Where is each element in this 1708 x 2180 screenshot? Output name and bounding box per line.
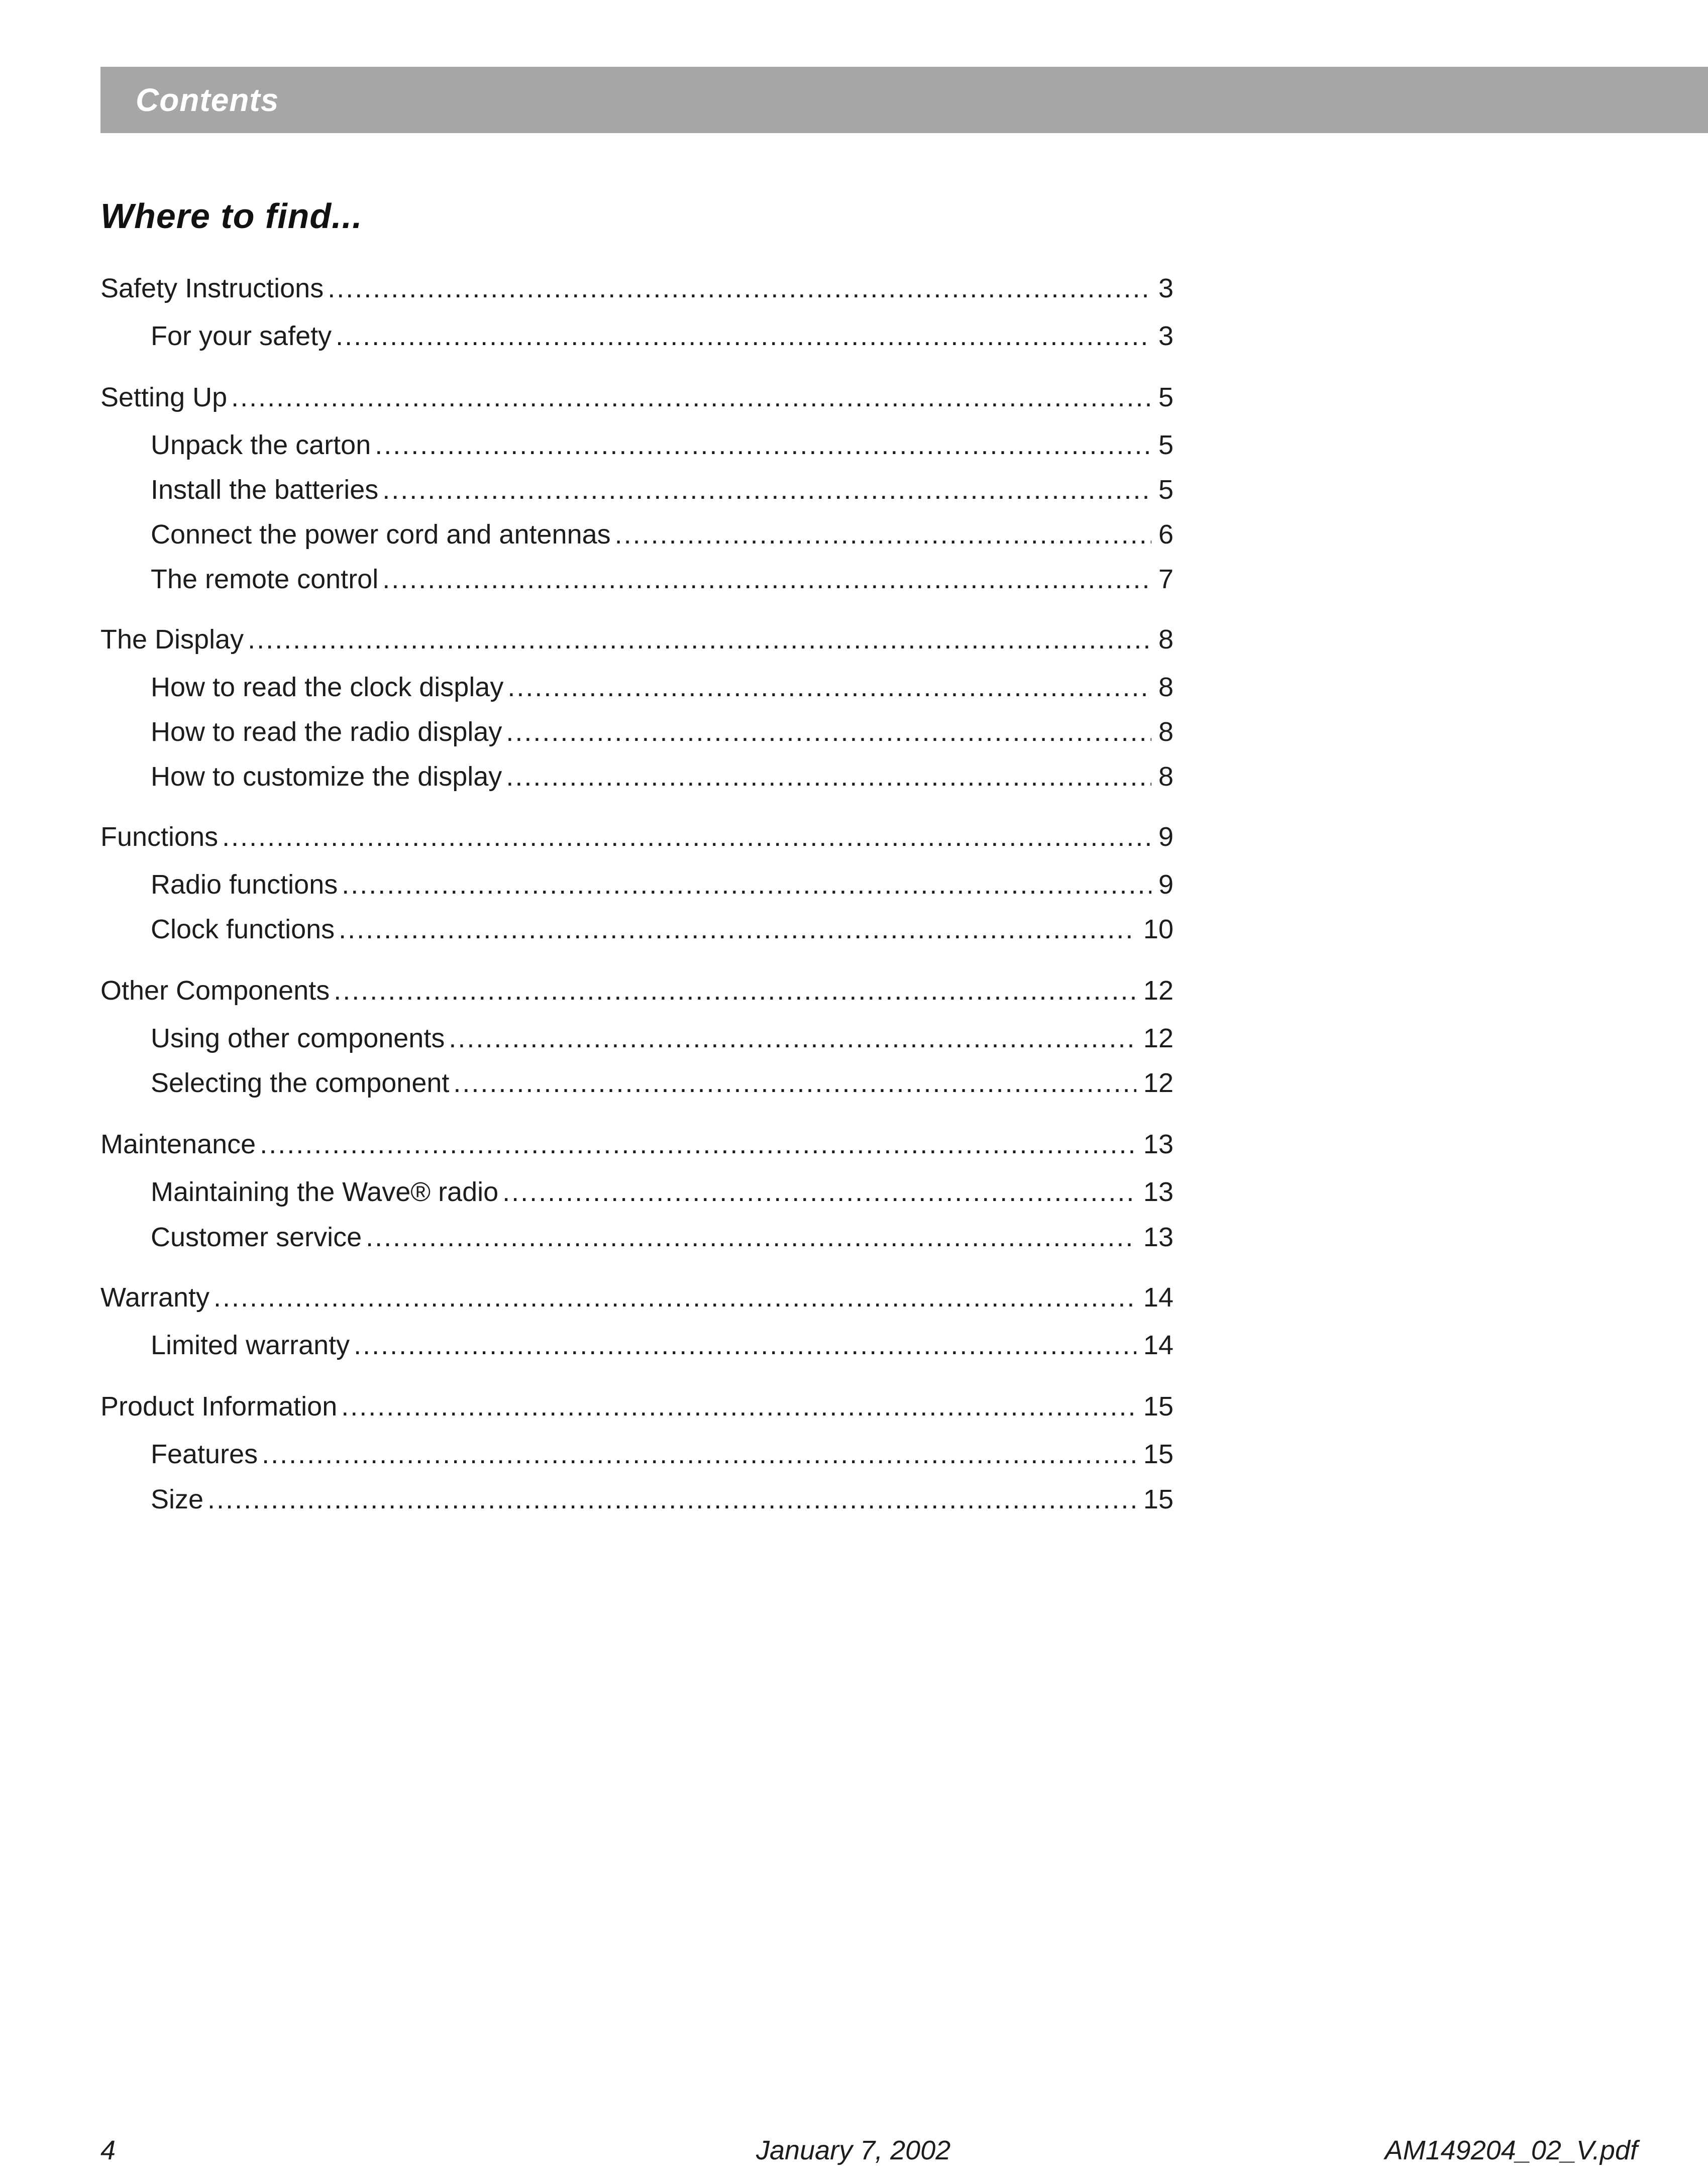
toc-dot-leader xyxy=(262,1437,1136,1472)
toc-entry-clock-display[interactable] xyxy=(151,670,1173,705)
toc-entry-size[interactable] xyxy=(151,1482,1173,1517)
footer-date: January 7, 2002 xyxy=(756,2135,951,2165)
toc-entry-title: Limited warranty xyxy=(151,1330,350,1360)
toc-dot-leader xyxy=(248,622,1151,657)
footer-page-number: 4 xyxy=(100,2135,116,2165)
toc-entry-title: Connect the power cord and antennas xyxy=(151,519,611,550)
toc-dot-leader xyxy=(354,1328,1136,1363)
toc-entry-title: How to read the radio display xyxy=(151,717,502,747)
toc-dot-leader xyxy=(336,318,1151,354)
toc-page-number: 14 xyxy=(1143,1330,1173,1360)
toc-page-number: 12 xyxy=(1143,1068,1173,1098)
toc-entry-for-your-safety[interactable] xyxy=(151,318,1173,354)
toc-entry-setting-up[interactable] xyxy=(100,380,1173,415)
toc-entry-title: The Display xyxy=(100,624,244,655)
toc-entry-title: Functions xyxy=(100,822,219,852)
toc-page-number: 3 xyxy=(1158,321,1173,351)
toc-page-number: 8 xyxy=(1158,717,1173,747)
toc-dot-leader xyxy=(342,867,1151,902)
toc-page-number: 8 xyxy=(1158,761,1173,792)
toc-entry-title: Warranty xyxy=(100,1282,210,1313)
toc-entry-the-display[interactable] xyxy=(100,622,1173,657)
toc-entry-title: Features xyxy=(151,1439,258,1469)
toc-entry-title: Maintaining the Wave® radio xyxy=(151,1177,499,1207)
toc-dot-leader xyxy=(339,912,1136,947)
toc-page-number: 15 xyxy=(1143,1439,1173,1469)
toc-entry-title: The remote control xyxy=(151,564,379,594)
toc-entry-selecting-component[interactable] xyxy=(151,1065,1173,1101)
table-of-contents xyxy=(100,0,1173,1557)
toc-page-number: 3 xyxy=(1158,273,1173,303)
toc-page-number: 13 xyxy=(1143,1129,1173,1159)
toc-entry-title: Safety Instructions xyxy=(100,273,324,303)
section-heading: Where to find... xyxy=(100,196,363,236)
toc-entry-title: Install the batteries xyxy=(151,475,379,505)
toc-dot-leader xyxy=(506,714,1151,749)
toc-entry-title: Customer service xyxy=(151,1222,362,1252)
toc-entry-features[interactable] xyxy=(151,1437,1173,1472)
toc-entry-title: How to read the clock display xyxy=(151,672,504,702)
toc-entry-title: Selecting the component xyxy=(151,1068,450,1098)
toc-entry-maintaining-wave-radio[interactable] xyxy=(151,1174,1173,1210)
page-title: Contents xyxy=(136,82,279,118)
toc-entry-title: Using other components xyxy=(151,1023,445,1053)
toc-entry-radio-display[interactable] xyxy=(151,714,1173,749)
toc-page-number: 5 xyxy=(1158,430,1173,460)
toc-dot-leader xyxy=(615,517,1151,552)
toc-dot-leader xyxy=(207,1482,1136,1517)
toc-dot-leader xyxy=(375,427,1151,463)
toc-dot-leader xyxy=(328,271,1151,306)
toc-entry-title: How to customize the display xyxy=(151,761,502,792)
toc-dot-leader xyxy=(222,819,1151,854)
toc-entry-customer-service[interactable] xyxy=(151,1220,1173,1255)
toc-entry-other-components[interactable] xyxy=(100,973,1173,1008)
toc-page-number: 15 xyxy=(1143,1484,1173,1514)
toc-page-number: 13 xyxy=(1143,1222,1173,1252)
toc-dot-leader xyxy=(231,380,1151,415)
toc-entry-install-the-batteries[interactable] xyxy=(151,472,1173,507)
toc-page-number: 7 xyxy=(1158,564,1173,594)
toc-entry-title: Product Information xyxy=(100,1391,338,1422)
toc-entry-title: Size xyxy=(151,1484,204,1514)
toc-entry-connect-power-cord[interactable] xyxy=(151,517,1173,552)
toc-page-number: 8 xyxy=(1158,672,1173,702)
toc-dot-leader xyxy=(507,670,1151,705)
toc-page-number: 5 xyxy=(1158,475,1173,505)
toc-entry-using-other-components[interactable] xyxy=(151,1021,1173,1056)
toc-entry-title: For your safety xyxy=(151,321,332,351)
toc-entry-product-information[interactable] xyxy=(100,1389,1173,1424)
toc-dot-leader xyxy=(341,1389,1136,1424)
toc-entry-title: Radio functions xyxy=(151,869,338,900)
toc-dot-leader xyxy=(214,1280,1136,1315)
toc-page-number: 13 xyxy=(1143,1177,1173,1207)
toc-page-number: 15 xyxy=(1143,1391,1173,1422)
toc-page-number: 5 xyxy=(1158,382,1173,412)
toc-page-number: 10 xyxy=(1143,914,1173,944)
toc-dot-leader xyxy=(502,1174,1136,1210)
toc-page-number: 8 xyxy=(1158,624,1173,655)
toc-dot-leader xyxy=(382,472,1151,507)
toc-page-number: 6 xyxy=(1158,519,1173,550)
toc-entry-limited-warranty[interactable] xyxy=(151,1328,1173,1363)
footer-filename: AM149204_02_V.pdf xyxy=(1384,2135,1638,2165)
toc-entry-title: Unpack the carton xyxy=(151,430,371,460)
toc-entry-safety-instructions[interactable] xyxy=(100,271,1173,306)
toc-page-number: 9 xyxy=(1158,822,1173,852)
toc-dot-leader xyxy=(453,1065,1136,1101)
toc-entry-title: Clock functions xyxy=(151,914,335,944)
toc-dot-leader xyxy=(334,973,1136,1008)
toc-entry-customize-display[interactable] xyxy=(151,759,1173,794)
toc-entry-the-remote-control[interactable] xyxy=(151,562,1173,597)
toc-dot-leader xyxy=(260,1127,1136,1162)
toc-page-number: 14 xyxy=(1143,1282,1173,1313)
toc-dot-leader xyxy=(366,1220,1136,1255)
toc-dot-leader xyxy=(382,562,1151,597)
toc-entry-warranty[interactable] xyxy=(100,1280,1173,1315)
toc-dot-leader xyxy=(449,1021,1136,1056)
toc-entry-unpack-the-carton[interactable] xyxy=(151,427,1173,463)
toc-page-number: 12 xyxy=(1143,975,1173,1006)
toc-dot-leader xyxy=(506,759,1151,794)
toc-page-number: 9 xyxy=(1158,869,1173,900)
toc-entry-clock-functions[interactable] xyxy=(151,912,1173,947)
toc-page-number: 12 xyxy=(1143,1023,1173,1053)
toc-entry-title: Maintenance xyxy=(100,1129,256,1159)
toc-entry-functions[interactable] xyxy=(100,819,1173,854)
toc-entry-title: Other Components xyxy=(100,975,330,1006)
toc-entry-radio-functions[interactable] xyxy=(151,867,1173,902)
toc-entry-title: Setting Up xyxy=(100,382,228,412)
toc-entry-maintenance[interactable] xyxy=(100,1127,1173,1162)
